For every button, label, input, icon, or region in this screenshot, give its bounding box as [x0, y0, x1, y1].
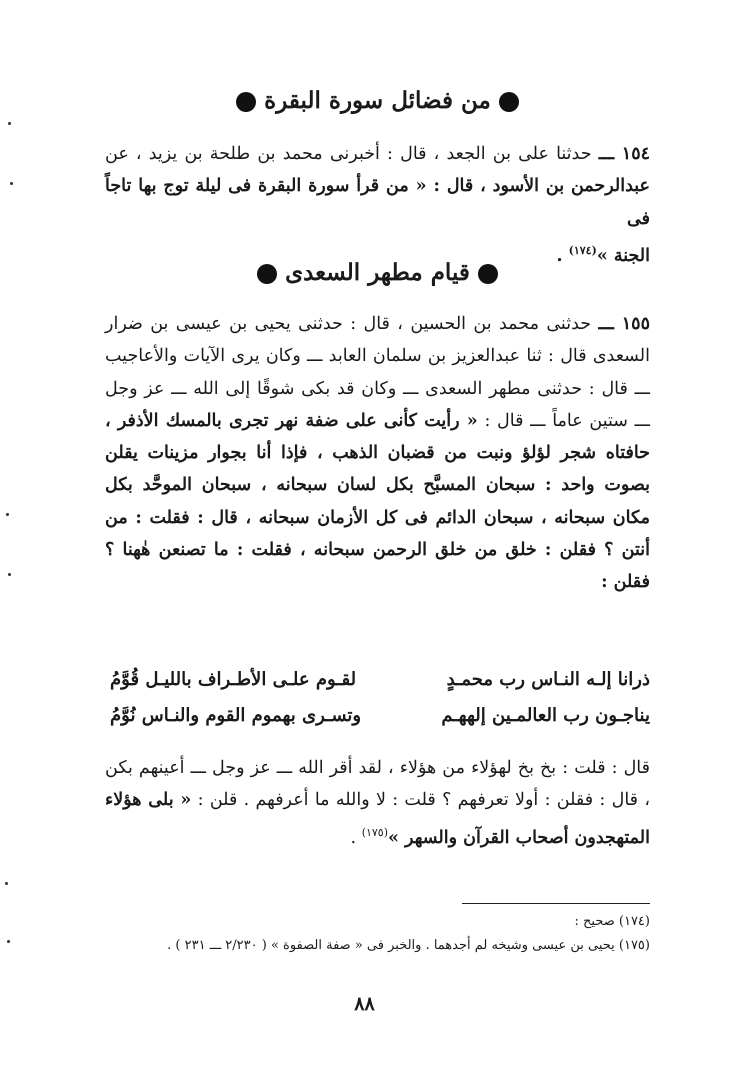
footnote-ref: (١٧٤)	[568, 243, 597, 257]
paragraph-154	[105, 138, 650, 272]
footnote-175: (١٧٥) يحيى بن عيسى وشيخه لم أجدهما . والخبر فى « صفة الصفوة » ( ٢/٢٣٠ ـــ ٢٣١ ) .	[167, 938, 650, 953]
bullet-icon	[499, 92, 519, 112]
paragraph-155	[105, 308, 650, 599]
paragraph-number: ١٥٤ ـــ	[598, 144, 650, 164]
period: .	[556, 245, 563, 266]
paragraph-number: ١٥٥ ـــ	[598, 314, 650, 334]
hemistich: وتسـرى بهموم القوم والنـاس نُوَّمُ	[110, 705, 362, 726]
bullet-icon	[236, 92, 256, 112]
poem-verse	[110, 662, 650, 734]
paragraph-text: حدثنى محمد بن الحسين ، قال : حدثنى يحيى بن عيسى بن ضرار السعدى قال : ثنا عبدالعزيز بن سلمان العابد ـــ وكان يرى الآيات والأعاجيب ـــ قال : حدثنى مطهر السعدى ـــ وكان قد بكى شوقًا إلى الله ـــ عز وجل ـــ ستين عاماً ـــ قال :	[105, 314, 650, 431]
margin-speck	[5, 882, 8, 885]
text-line	[105, 138, 650, 170]
verse-line	[110, 662, 650, 698]
margin-speck	[10, 182, 13, 185]
footnote-174: (١٧٤) صحيح :	[574, 914, 650, 929]
verse-line	[110, 698, 650, 734]
margin-speck	[7, 940, 10, 943]
margin-speck	[8, 122, 11, 125]
heading-text: من فضائل سورة البقرة	[264, 87, 491, 114]
bullet-icon	[478, 264, 498, 284]
page-number: ٨٨	[354, 993, 375, 1015]
heading-text: قيام مطهر السعدى	[285, 259, 470, 286]
hemistich: يناجـون رب العالمـين إلههـم	[441, 705, 650, 726]
hemistich: ذرانا إلـه النـاس رب محمـدٍ	[446, 669, 650, 690]
line-text: حدثنا على بن الجعد ، قال : أخبرنى محمد بن طلحة بن يزيد ، عن	[105, 144, 592, 164]
paragraph-text: قال : قلت : بخ بخ لهؤلاء من هؤلاء ، لقد أقر الله ـــ عز وجل ـــ أعينهم بكن ، قال : فقلن : أولا تعرفهم ؟ قلت : لا والله ما أعرفهم . قلن :	[105, 758, 650, 811]
footnote-divider	[462, 903, 650, 904]
bullet-icon	[257, 264, 277, 284]
line-text: الجنة »	[596, 245, 650, 266]
hemistich: لقـوم علـى الأطـراف بالليـل قُوَّمُ	[110, 669, 357, 690]
paragraph-quote: « رأيت كأنى على ضفة نهر تجرى بالمسك الأذفر ، حافتاه شجر لؤلؤ ونبت من قضبان الذهب ، فإذا أنا بجوار مزينات يقلن بصوت واحد : سبحان المسبَّح بكل لسان سبحانه ، سبحان الموحَّد بكل مكان سبحانه ، سبحان الدائم فى كل الأزمان سبحانه ، قال : فقلت : من أنتن ؟ فقلن : خلق من خلق الرحمن سبحانه ، فقلت : ما تصنعن هٰهنا ؟ فقلن :	[105, 410, 650, 593]
period: .	[350, 827, 357, 848]
footnote-ref: (١٧٥)	[361, 825, 389, 839]
margin-speck	[8, 573, 11, 576]
section-heading-1	[105, 86, 650, 116]
footnotes	[105, 910, 650, 958]
section-heading-2	[105, 258, 650, 288]
paragraph-quote: « بلى هؤلاء المتهجدون أصحاب القرآن والسهر »	[105, 790, 650, 848]
text-line	[105, 170, 650, 235]
margin-speck	[6, 513, 9, 516]
line-text: عبدالرحمن بن الأسود ، قال : « من قرأ سورة البقرة فى ليلة توج بها تاجاً فى	[105, 176, 650, 229]
paragraph-155-continued	[105, 752, 650, 854]
